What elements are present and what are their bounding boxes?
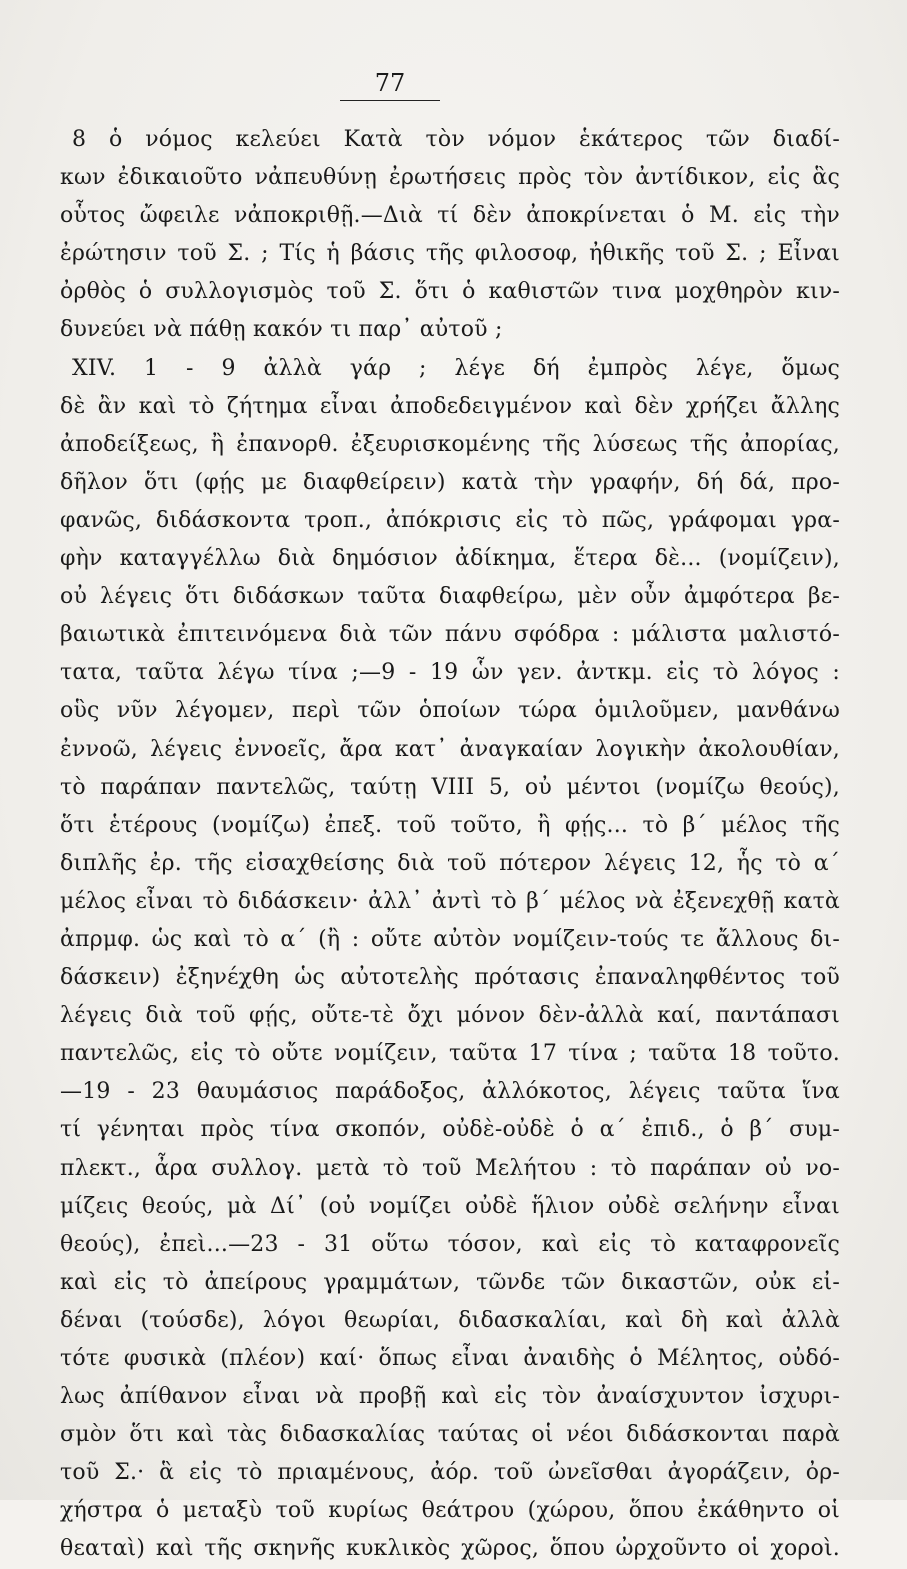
text-line: θεούς), ἐπεὶ...—23 - 31 οὕτω τόσον, καὶ εἰς τὸ καταφρονεῖς [60, 1231, 840, 1257]
text-line: δάσκειν) ἐξηνέχθη ὡς αὐτοτελὴς πρότασις ἐπαναληφθέντος τοῦ [60, 965, 840, 991]
text-line: τοῦ Σ.· ἃ εἰς τὸ πριαμένους, ἀόρ. τοῦ ὠνεῖσθαι ἀγοράζειν, ὀρ- [60, 1460, 840, 1486]
text-line: οὐ λέγεις ὅτι διδάσκων ταῦτα διαφθείρω, μὲν οὖν ἀμφότερα βε- [60, 584, 840, 610]
commentary-text [60, 121, 840, 1569]
text-line: τότε φυσικὰ (πλέον) καί· ὅπως εἶναι ἀναιδὴς ὁ Μέλητος, οὐδό- [60, 1346, 840, 1371]
page-number: 77 [374, 69, 406, 97]
text-line: ἀποδείξεως, ἢ ἐπανορθ. ἐξευρισκομένης τῆς λύσεως τῆς ἀπορίας, [60, 431, 840, 457]
text-line: τατα, ταῦτα λέγω τίνα ;—9 - 19 ὧν γεν. ἀντκμ. εἰς τὸ λόγος : [60, 660, 840, 686]
text-line: 8 ὁ νόμος κελεύει Κατὰ τὸν νόμον ἑκάτερος τῶν διαδί- [72, 127, 840, 152]
text-line: δέναι (τούσδε), λόγοι θεωρίαι, διδασκαλίαι, καὶ δὴ καὶ ἀλλὰ [60, 1307, 840, 1333]
text-line: —19 - 23 θαυμάσιος παράδοξος, ἀλλόκοτος, λέγεις ταῦτα ἵνα [60, 1079, 840, 1105]
text-line: δῆλον ὅτι (φῄς με διαφθείρειν) κατὰ τὴν γραφήν, δή δά, προ- [60, 469, 840, 495]
text-line: διπλῆς ἐρ. τῆς εἰσαχθείσης διὰ τοῦ πότερον λέγεις 12, ἧς τὸ α΄ [60, 850, 840, 876]
text-line: ἀπρμφ. ὡς καὶ τὸ α΄ (ἢ : οὔτε αὐτὸν νομίζειν-τούς τε ἄλλους δι- [60, 926, 840, 952]
text-line: τὸ παράπαν παντελῶς, ταύτῃ VIII 5, οὐ μέντοι (νομίζω θεούς), [60, 774, 840, 800]
text-line: ὅτι ἑτέρους (νομίζω) ἐπεξ. τοῦ τοῦτο, ἢ φῄς... τὸ β΄ μέλος τῆς [60, 812, 840, 838]
text-line: δὲ ἂν καὶ τὸ ζήτημα εἶναι ἀποδεδειγμένον καὶ δὲν χρήζει ἄλλης [60, 393, 840, 419]
page-number-rule [340, 100, 440, 101]
text-line: δυνεύει νὰ πάθῃ κακόν τι παρ᾽ αὐτοῦ ; [60, 317, 503, 343]
text-line: βαιωτικὰ ἐπιτεινόμενα διὰ τῶν πάνυ σφόδρα : μάλιστα μαλιστό- [60, 622, 840, 648]
text-line: φανῶς, διδάσκοντα τροπ., ἀπόκρισις εἰς τὸ πῶς, γράφομαι γρα- [60, 507, 840, 533]
text-line: τί γένηται πρὸς τίνα σκοπόν, οὐδὲ-οὐδὲ ὁ α΄ ἐπιδ., ὁ β΄ συμ- [60, 1117, 840, 1143]
text-line: χήστρα ὁ μεταξὺ τοῦ κυρίως θεάτρου (χώρου, ὅπου ἐκάθηντο οἱ [60, 1498, 840, 1524]
text-line: λως ἀπίθανον εἶναι νὰ προβῇ καὶ εἰς τὸν ἀναίσχυντον ἰσχυρι- [60, 1384, 840, 1410]
text-line: φὴν καταγγέλλω διὰ δημόσιον ἀδίκημα, ἕτερα δὲ... (νομίζειν), [60, 546, 840, 572]
text-line: ὀρθὸς ὁ συλλογισμὸς τοῦ Σ. ὅτι ὁ καθιστῶν τινα μοχθηρὸν κιν- [60, 279, 840, 305]
text-line: παντελῶς, εἰς τὸ οὔτε νομίζειν, ταῦτα 17 τίνα ; ταῦτα 18 τοῦτο. [60, 1041, 840, 1067]
text-line: κων ἐδικαιοῦτο νἀπευθύνῃ ἐρωτήσεις πρὸς τὸν ἀντίδικον, εἰς ἃς [60, 165, 840, 191]
text-line: μέλος εἶναι τὸ διδάσκειν· ἀλλ᾽ ἀντὶ τὸ β΄ μέλος νὰ ἐξενεχθῇ κατὰ [60, 888, 840, 914]
text-line: πλεκτ., ἆρα συλλογ. μετὰ τὸ τοῦ Μελήτου : τὸ παράπαν οὐ νο- [60, 1155, 840, 1181]
text-line: λέγεις διὰ τοῦ φῄς, οὔτε-τὲ ὄχι μόνον δὲν-ἀλλὰ καί, παντάπασι [60, 1003, 840, 1029]
text-line: καὶ εἰς τὸ ἀπείρους γραμμάτων, τῶνδε τῶν δικαστῶν, οὐκ εἰ- [60, 1269, 840, 1295]
text-line: μίζεις θεούς, μὰ Δί᾽ (οὐ νομίζει οὐδὲ ἥλιον οὐδὲ σελήνην εἶναι [60, 1193, 840, 1219]
section-heading-line: XIV. 1 - 9 ἀλλὰ γάρ ; λέγε δή ἐμπρὸς λέγε, ὅμως [72, 355, 840, 381]
text-line: οὗτος ὤφειλε νἀποκριθῇ.—Διὰ τί δὲν ἀποκρίνεται ὁ Μ. εἰς τὴν [60, 203, 840, 229]
text-line: ἐρώτησιν τοῦ Σ. ; Τίς ἡ βάσις τῆς φιλοσοφ, ἠθικῆς τοῦ Σ. ; Εἶναι [60, 241, 840, 267]
text-line: θεαταὶ) καὶ τῆς σκηνῆς κυκλικὸς χῶρος, ὅπου ὠρχοῦντο οἱ χοροὶ. [60, 1536, 840, 1562]
text-line: ἐννοῶ, λέγεις ἐννοεῖς, ἄρα κατ᾽ ἀναγκαίαν λογικὴν ἀκολουθίαν, [60, 736, 840, 762]
text-line: οὓς νῦν λέγομεν, περὶ τῶν ὁποίων τώρα ὁμιλοῦμεν, μανθάνω [60, 698, 840, 724]
text-line: σμὸν ὅτι καὶ τὰς διδασκαλίας ταύτας οἱ νέοι διδάσκονται παρὰ [60, 1422, 840, 1448]
